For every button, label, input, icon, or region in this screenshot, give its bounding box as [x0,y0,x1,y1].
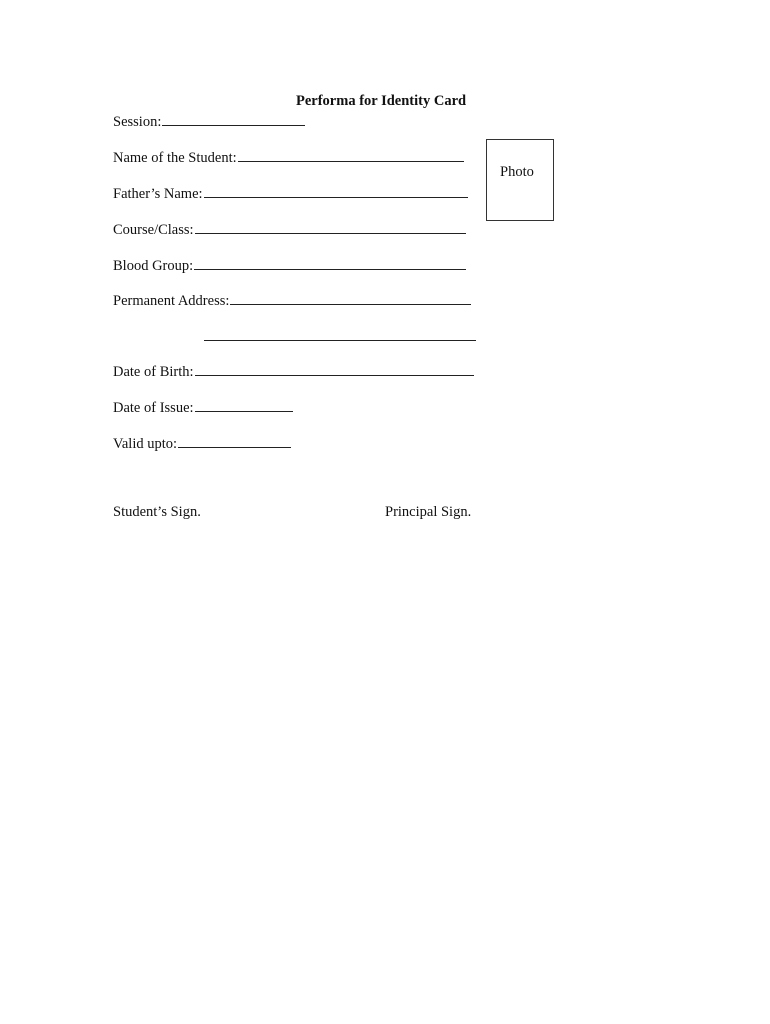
student-name-field[interactable] [113,148,464,167]
date-of-issue-field[interactable] [113,398,293,417]
date-of-birth-label: Date of Birth: [113,364,194,380]
date-of-issue-label: Date of Issue: [113,400,194,416]
principal-sign-label: Principal Sign. [385,504,472,520]
student-name-label: Name of the Student: [113,150,237,166]
form-title: Performa for Identity Card [296,93,467,109]
photo-box[interactable] [486,139,554,221]
student-sign-label: Student’s Sign. [113,504,201,520]
permanent-address-second-line[interactable] [204,340,476,341]
permanent-address-label: Permanent Address: [113,293,230,309]
date-of-birth-field[interactable] [113,362,474,381]
valid-upto-label: Valid upto: [113,436,178,452]
valid-upto-input-line[interactable] [178,434,291,448]
session-label: Session: [113,114,162,130]
blood-group-input-line[interactable] [194,256,466,270]
student-name-input-line[interactable] [238,148,464,162]
date-of-birth-input-line[interactable] [195,362,474,376]
session-input-line[interactable] [162,112,305,126]
permanent-address-field[interactable] [113,291,471,310]
course-class-input-line[interactable] [195,220,466,234]
date-of-issue-input-line[interactable] [195,398,293,412]
father-name-label: Father’s Name: [113,186,203,202]
permanent-address-input-line[interactable] [230,291,471,305]
father-name-field[interactable] [113,184,468,203]
course-class-field[interactable] [113,220,466,239]
course-class-label: Course/Class: [113,222,194,238]
blood-group-field[interactable] [113,256,466,275]
father-name-input-line[interactable] [204,184,468,198]
valid-upto-field[interactable] [113,434,291,453]
blood-group-label: Blood Group: [113,258,194,274]
photo-label: Photo [500,164,534,180]
session-field[interactable] [113,112,305,131]
